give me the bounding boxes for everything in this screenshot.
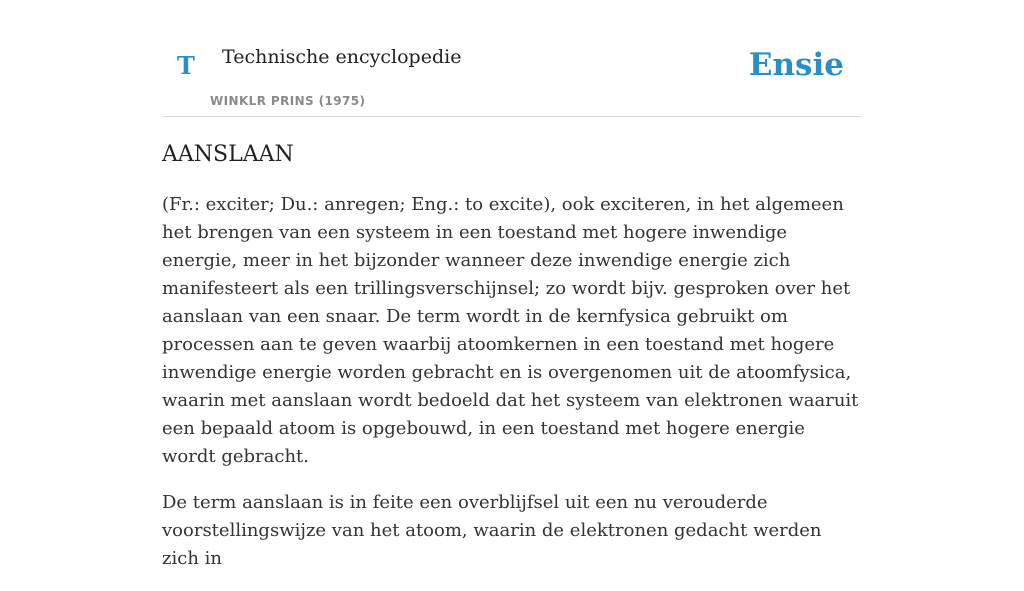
entry-paragraph-2: De term aanslaan is in feite een overblijfsel uit een nu verouderde voorstellingswijze van het atoom, waarin de elektronen gedacht werden zich in	[162, 491, 822, 569]
book-title-link[interactable]: Technische encyclopedie	[222, 46, 462, 68]
book-logo-icon[interactable]: T	[177, 51, 195, 80]
entry-content	[162, 140, 862, 591]
publisher-label: WINKLR PRINS (1975)	[210, 94, 366, 108]
entry-title: AANSLAAN	[162, 142, 294, 167]
entry-paragraph-1: (Fr.: exciter; Du.: anregen; Eng.: to excite), ook exciteren, in het algemeen het brengen van een systeem in een toestand met hogere inwendige energie, meer in het bijzonder wanneer deze inwendige energie zich manifesteert als een trillingsverschijnsel; zo wordt bijv. gesproken over het aanslaan van een snaar. De term wordt in de kernfysica gebruikt om processen aan te geven waarbij atoomkernen in een toestand met hogere inwendige energie worden gebracht en is overgenomen uit de atoomfysica, waarin met aanslaan wordt bedoeld dat het systeem van elektronen waaruit een bepaald atoom is opgebouwd, in een toestand met hogere energie wordt gebracht.	[162, 193, 859, 467]
header	[162, 0, 862, 117]
ensie-logo-link[interactable]: Ensie	[748, 47, 844, 83]
